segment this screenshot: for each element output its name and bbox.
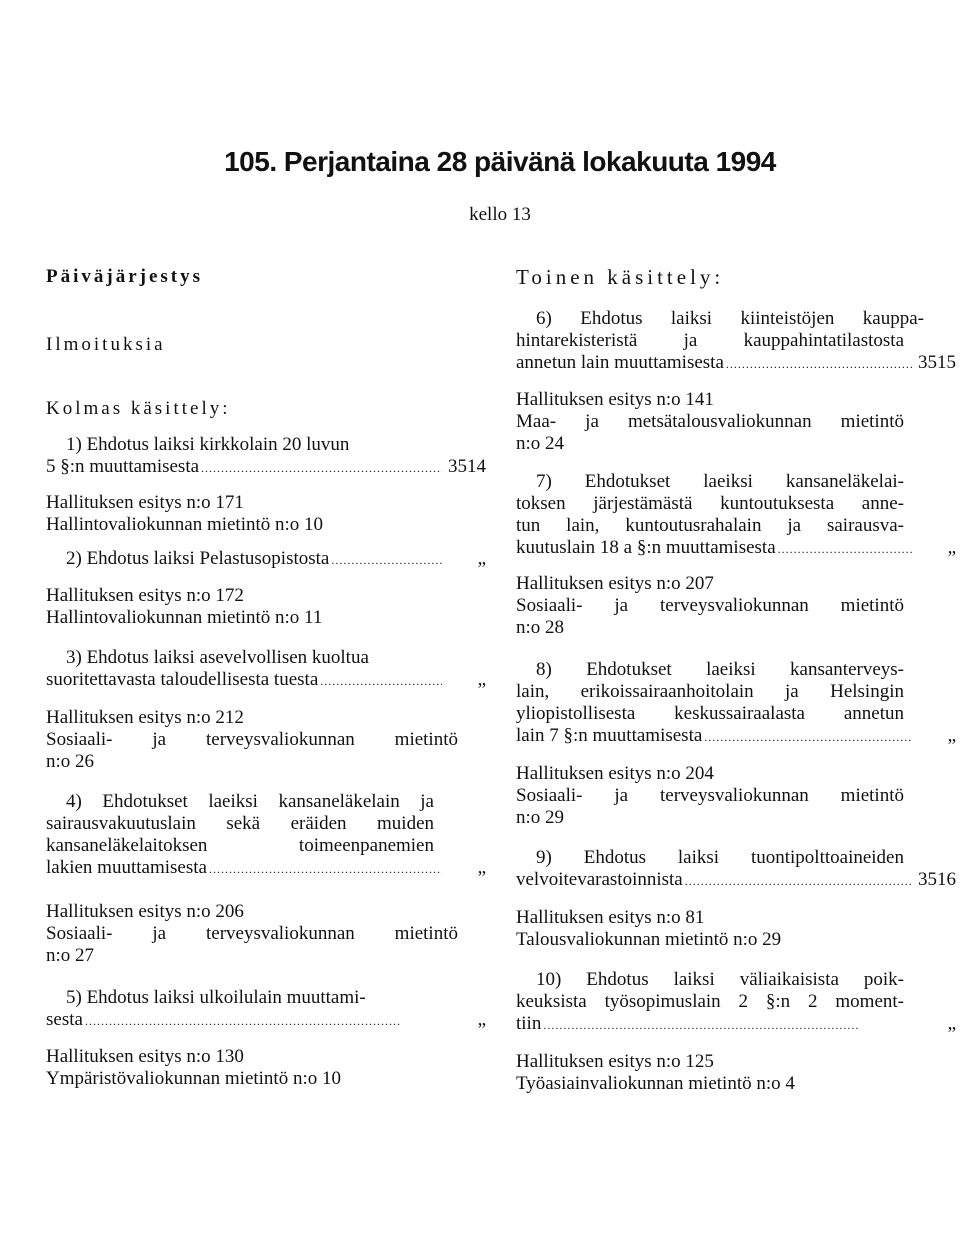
- committee-report: Sosiaali- ja terveysvaliokunnan mietintö: [46, 923, 458, 944]
- page-ditto-mark: „: [477, 548, 486, 569]
- agenda-item-2: [46, 548, 486, 629]
- dot-leader: [320, 675, 442, 687]
- dot-leader: [543, 1019, 912, 1031]
- item-line: sesta: [46, 1009, 83, 1030]
- government-proposal: Hallituksen esitys n:o 207: [516, 573, 714, 594]
- item-line: annetun lain muuttamisesta: [516, 352, 724, 373]
- page-ditto-mark: „: [477, 669, 486, 690]
- item-line: 1) Ehdotus laiksi kirkkolain 20 luvun: [66, 434, 350, 455]
- agenda-item-1: [46, 434, 486, 536]
- third-reading-heading: Kolmas käsittely:: [46, 398, 231, 419]
- item-line: 9) Ehdotus laiksi tuontipolttoaineiden: [536, 847, 904, 868]
- government-proposal: Hallituksen esitys n:o 212: [46, 707, 244, 728]
- item-line: 5) Ehdotus laiksi ulkoilulain muuttami-: [66, 987, 366, 1008]
- agenda-item-4: [46, 791, 486, 879]
- item-line: sairausvakuutuslain sekä eräiden muiden: [46, 813, 434, 834]
- item-line: 6) Ehdotus laiksi kiinteistöjen kauppa-: [536, 308, 924, 329]
- page-ditto-mark: „: [947, 1013, 956, 1034]
- item-title-line: [516, 537, 956, 559]
- committee-report: Talousvaliokunnan mietintö n:o 29: [516, 929, 782, 950]
- page-number: 3516: [918, 869, 956, 890]
- dot-leader: [331, 554, 442, 566]
- committee-report: Maa- ja metsätalousvaliokunnan mietintö: [516, 411, 904, 432]
- item-line: lakien muuttamisesta: [46, 857, 207, 878]
- government-proposal: Hallituksen esitys n:o 204: [516, 763, 714, 784]
- report-number: n:o 26: [46, 751, 95, 772]
- item-line: lain 7 §:n muuttamisesta: [516, 725, 703, 746]
- agenda-item-3: [46, 647, 486, 773]
- government-proposal: Hallituksen esitys n:o 141: [516, 389, 714, 410]
- item-line: lain, erikoissairaanhoitolain ja Helsingin: [516, 681, 904, 702]
- report-number: n:o 24: [516, 433, 565, 454]
- page-ditto-mark: „: [477, 1009, 486, 1030]
- agenda-item-4-refs: [46, 901, 486, 967]
- committee-report: Työasiainvaliokunnan mietintö n:o 4: [516, 1073, 795, 1094]
- dot-leader: [704, 731, 912, 743]
- second-reading-heading: Toinen käsittely:: [516, 265, 725, 289]
- agenda-item-8: [516, 659, 956, 829]
- report-number: n:o 28: [516, 617, 565, 638]
- dot-leader: [85, 1015, 442, 1027]
- item-line: suoritettavasta taloudellisesta tuesta: [46, 669, 319, 690]
- committee-report: Hallintovaliokunnan mietintö n:o 11: [46, 607, 323, 628]
- report-number: n:o 27: [46, 945, 95, 966]
- item-title-line: [46, 669, 486, 691]
- item-line: velvoitevarastoinnista: [516, 869, 683, 890]
- government-proposal: Hallituksen esitys n:o 125: [516, 1051, 714, 1072]
- item-line: 3) Ehdotus laiksi asevelvollisen kuoltua: [66, 647, 369, 668]
- government-proposal: Hallituksen esitys n:o 130: [46, 1046, 244, 1067]
- item-line: kansaneläkelaitoksen toimeenpanemien: [46, 835, 434, 856]
- committee-report: Sosiaali- ja terveysvaliokunnan mietintö: [516, 595, 904, 616]
- government-proposal: Hallituksen esitys n:o 171: [46, 492, 244, 513]
- item-title-line: [516, 352, 956, 374]
- item-line: keuksista työsopimuslain 2 §:n 2 moment-: [516, 991, 904, 1012]
- agenda-item-7: [516, 471, 956, 639]
- dot-leader: [209, 863, 442, 875]
- item-line: 5 §:n muuttamisesta: [46, 456, 200, 477]
- committee-report: Sosiaali- ja terveysvaliokunnan mietintö: [516, 785, 904, 806]
- agenda-item-5: [46, 987, 486, 1090]
- item-line: kuutuslain 18 a §:n muuttamisesta: [516, 537, 776, 558]
- item-line: tun lain, kuntoutusrahalain ja sairausva-: [516, 515, 904, 536]
- item-line: toksen järjestämästä kuntoutuksesta anne-: [516, 493, 904, 514]
- item-line: tiin: [516, 1013, 542, 1034]
- dot-leader: [778, 543, 912, 555]
- page-title: 105. Perjantaina 28 päivänä lokakuuta 1994: [224, 146, 776, 177]
- government-proposal: Hallituksen esitys n:o 81: [516, 907, 705, 928]
- committee-report: Ympäristövaliokunnan mietintö n:o 10: [46, 1068, 341, 1089]
- report-number: n:o 29: [516, 807, 565, 828]
- announcements-heading: Ilmoituksia: [46, 334, 166, 355]
- item-line: 2) Ehdotus laiksi Pelastusopistosta: [66, 548, 330, 569]
- item-title-line: [46, 1009, 486, 1031]
- item-line: yliopistollisesta keskussairaalasta annetun: [516, 703, 904, 724]
- item-title-line: [516, 1013, 956, 1035]
- government-proposal: Hallituksen esitys n:o 172: [46, 585, 244, 606]
- item-line: 7) Ehdotukset laeiksi kansaneläkelai-: [536, 471, 904, 492]
- committee-report: Hallintovaliokunnan mietintö n:o 10: [46, 514, 324, 535]
- item-title-line: [46, 548, 486, 570]
- item-title-line: [46, 857, 486, 879]
- left-column: [46, 266, 486, 1090]
- page-ditto-mark: „: [947, 537, 956, 558]
- dot-leader: [201, 462, 442, 474]
- item-line: 4) Ehdotukset laeiksi kansaneläkelain ja: [66, 791, 434, 812]
- page-number: 3515: [918, 352, 956, 373]
- right-column: [516, 266, 956, 1095]
- dot-leader: [685, 875, 912, 887]
- dot-leader: [726, 358, 912, 370]
- agenda-item-10: [516, 969, 956, 1095]
- item-title-line: [516, 725, 956, 747]
- session-time: kello 13: [469, 204, 531, 225]
- page-number: 3514: [448, 456, 486, 477]
- agenda-item-6: [516, 308, 956, 455]
- committee-report: Sosiaali- ja terveysvaliokunnan mietintö: [46, 729, 458, 750]
- item-title-line: [516, 869, 956, 891]
- item-line: 10) Ehdotus laiksi väliaikaisista poik-: [536, 969, 904, 990]
- page-ditto-mark: „: [477, 857, 486, 878]
- item-line: hintarekisteristä ja kauppahintatilastosta: [516, 330, 904, 351]
- page-ditto-mark: „: [947, 725, 956, 746]
- agenda-item-9: [516, 847, 956, 951]
- item-line: 8) Ehdotukset laeiksi kansanterveys-: [536, 659, 904, 680]
- government-proposal: Hallituksen esitys n:o 206: [46, 901, 244, 922]
- agenda-heading: Päiväjärjestys: [46, 266, 204, 287]
- item-title-line: [46, 456, 486, 478]
